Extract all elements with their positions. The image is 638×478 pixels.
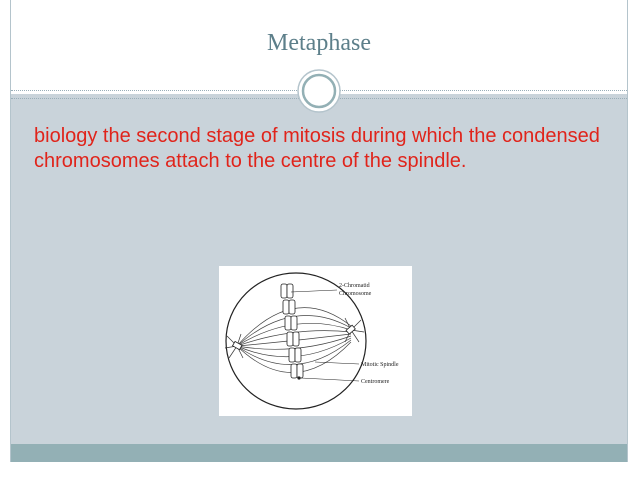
definition-text: biology the second stage of mitosis during which the condensed chromosomes attach to the centre of the spindle. <box>34 125 600 172</box>
circle-ornament-icon <box>296 68 342 114</box>
footer-bar <box>11 444 627 462</box>
label-chromatid-line1: 2-Chromatid <box>339 283 370 289</box>
centromere-dot <box>297 376 300 379</box>
bottom-strip <box>0 462 638 478</box>
metaphase-diagram-svg <box>219 266 412 416</box>
centriole-right <box>346 325 355 334</box>
label-mitotic-spindle: Mitotic Spindle <box>361 362 399 368</box>
label-chromatid-line2: Chromosome <box>339 291 372 297</box>
label-centromere: Centromere <box>361 379 390 385</box>
chromosomes <box>281 284 303 378</box>
slide-title: Metaphase <box>267 30 371 56</box>
metaphase-diagram <box>219 266 412 416</box>
